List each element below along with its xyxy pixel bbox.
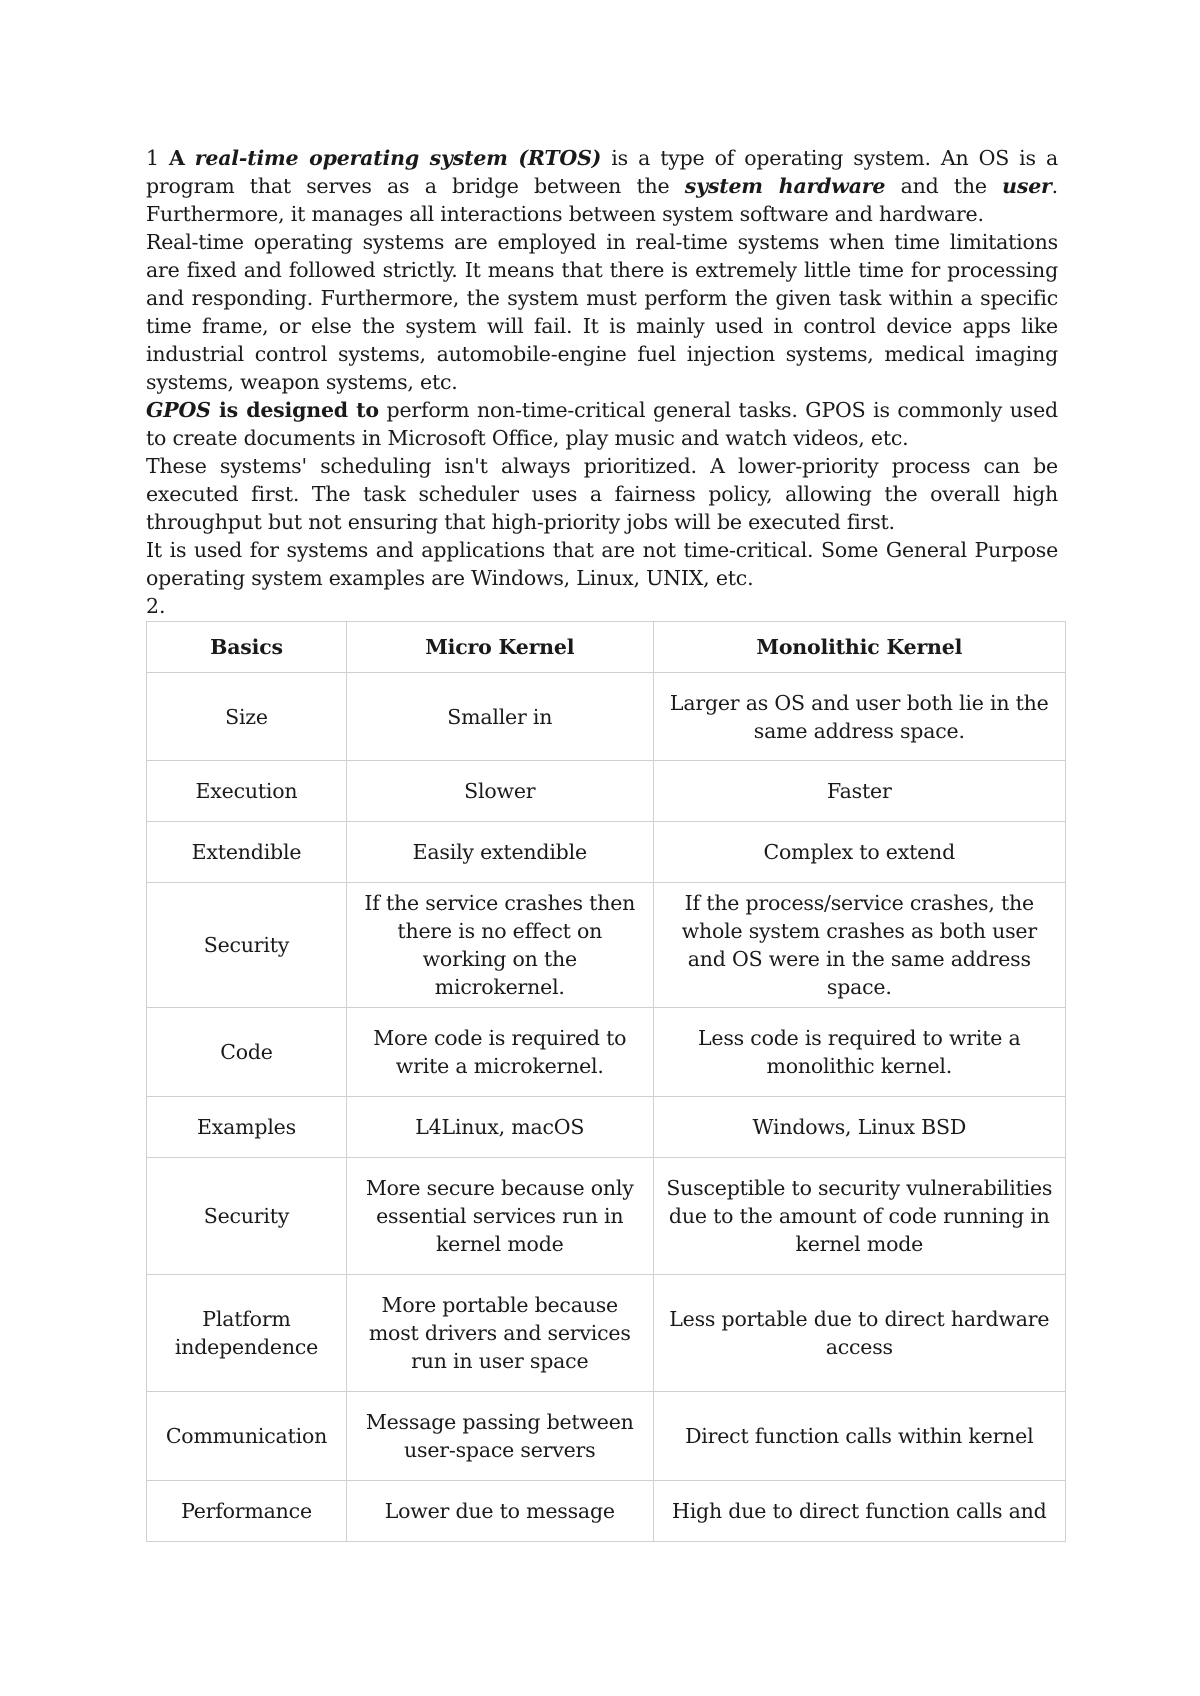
kernel-comparison-table	[146, 621, 1066, 1542]
cell-micro: Slower	[346, 761, 653, 822]
text-rtos-3: . Furthermore, it manages all interactions between system software and hardware.	[146, 174, 1058, 226]
cell-micro: Message passing between user-space servers	[346, 1392, 653, 1481]
table-row	[147, 673, 1066, 761]
text-gpos-rest: perform non-time-critical general tasks. GPOS is commonly used to create documents in Microsoft Office, play music and watch videos, etc.	[146, 398, 1058, 450]
header-basics: Basics	[147, 622, 347, 673]
cell-basics: Code	[147, 1008, 347, 1097]
cell-basics: Security	[147, 1158, 347, 1275]
cell-basics: Extendible	[147, 822, 347, 883]
paragraph-rtos-usage: Real-time operating systems are employed in real-time systems when time limitations are fixed and followed strictly. It means that there is extremely little time for processing and responding. Furthermore, the system must perform the given task within a specific time frame, or else the system will fail. It is mainly used in control device apps like industrial control systems, automobile-engine fuel injection systems, medical imaging systems, weapon systems, etc.	[146, 230, 1058, 394]
paragraph-gpos-intro	[146, 396, 1058, 452]
text-rtos-1: is a type of operating system. An OS is a program that serves as a bridge between the	[146, 146, 1058, 198]
table-row	[147, 1392, 1066, 1481]
cell-monolithic: Faster	[653, 761, 1065, 822]
table-row	[147, 1275, 1066, 1392]
cell-monolithic: If the process/service crashes, the whole system crashes as both user and OS were in the same address space.	[653, 883, 1065, 1008]
cell-monolithic: Complex to extend	[653, 822, 1065, 883]
cell-monolithic: Less portable due to direct hardware access	[653, 1275, 1065, 1392]
header-micro-kernel: Micro Kernel	[346, 622, 653, 673]
cell-micro: L4Linux, macOS	[346, 1097, 653, 1158]
table-row	[147, 822, 1066, 883]
term-rtos: real-time operating system (RTOS)	[194, 146, 602, 170]
cell-basics: Examples	[147, 1097, 347, 1158]
cell-micro: If the service crashes then there is no effect on working on the microkernel.	[346, 883, 653, 1008]
paragraph-rtos-intro	[146, 144, 1058, 228]
cell-basics: Communication	[147, 1392, 347, 1481]
cell-monolithic: Susceptible to security vulnerabilities due to the amount of code running in kernel mode	[653, 1158, 1065, 1275]
table-row	[147, 761, 1066, 822]
cell-micro: Smaller in	[346, 673, 653, 761]
term-gpos: GPOS	[146, 398, 211, 422]
cell-monolithic: Direct function calls within kernel	[653, 1392, 1065, 1481]
paragraph-gpos-scheduling: These systems' scheduling isn't always prioritized. A lower-priority process can be executed first. The task scheduler uses a fairness policy, allowing the overall high throughput but not ensuring that high-priority jobs will be executed first.	[146, 454, 1058, 534]
cell-basics: Platform independence	[147, 1275, 347, 1392]
cell-micro: Easily extendible	[346, 822, 653, 883]
text-designed-to: is designed to	[210, 398, 379, 422]
table-row	[147, 1008, 1066, 1097]
cell-micro: More secure because only essential services run in kernel mode	[346, 1158, 653, 1275]
question-2-label: 2.	[146, 594, 166, 618]
table-row	[147, 1481, 1066, 1542]
document-page	[146, 144, 1058, 620]
cell-basics: Execution	[147, 761, 347, 822]
table-header-row	[147, 622, 1066, 673]
text-rtos-2: and the	[885, 174, 1003, 198]
question-number: 1	[146, 146, 159, 170]
cell-monolithic: Larger as OS and user both lie in the same address space.	[653, 673, 1065, 761]
table-row	[147, 1158, 1066, 1275]
cell-micro: More portable because most drivers and services run in user space	[346, 1275, 653, 1392]
cell-micro: Lower due to message	[346, 1481, 653, 1542]
cell-basics: Security	[147, 883, 347, 1008]
article-a: A	[168, 146, 185, 170]
cell-monolithic: Windows, Linux BSD	[653, 1097, 1065, 1158]
term-user: user	[1002, 174, 1052, 198]
cell-monolithic: High due to direct function calls and	[653, 1481, 1065, 1542]
cell-micro: More code is required to write a microkernel.	[346, 1008, 653, 1097]
header-monolithic-kernel: Monolithic Kernel	[653, 622, 1065, 673]
table-row	[147, 883, 1066, 1008]
cell-basics: Size	[147, 673, 347, 761]
cell-monolithic: Less code is required to write a monolithic kernel.	[653, 1008, 1065, 1097]
paragraph-gpos-examples: It is used for systems and applications that are not time-critical. Some General Purpose operating system examples are Windows, Linux, UNIX, etc.	[146, 538, 1058, 590]
table-row	[147, 1097, 1066, 1158]
cell-basics: Performance	[147, 1481, 347, 1542]
term-system-hardware: system hardware	[684, 174, 886, 198]
